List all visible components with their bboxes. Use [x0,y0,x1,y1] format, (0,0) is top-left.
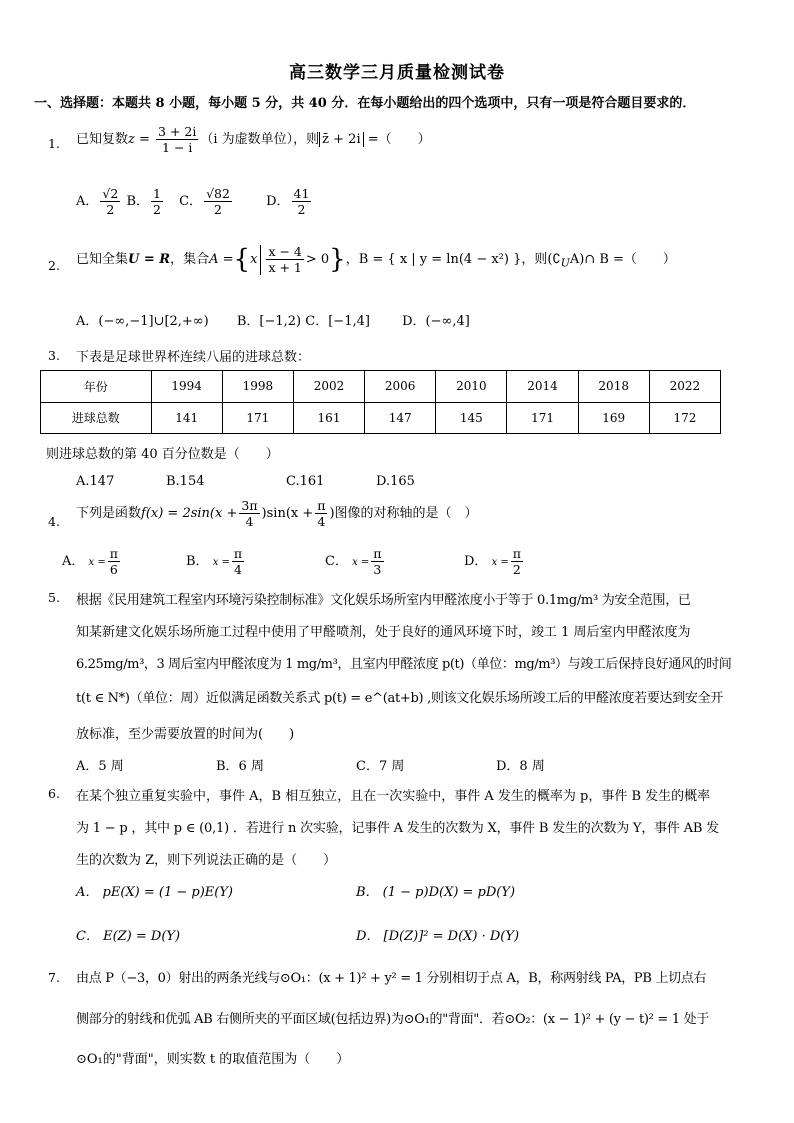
table-cell: 171 [507,402,578,434]
table-cell: 141 [151,402,222,434]
q7-line-1: 由点 P（−3，0）射出的两条光线与⊙O₁：(x + 1)² + y² = 1 分别相切于点 A，B，称两射线 PA，PB 上切点右 [76,971,707,986]
q1-pre: 已知复数 [76,132,129,147]
q2-options [76,310,470,329]
q4-option-b-top: π [233,546,243,561]
table-row [41,371,721,403]
q2-a-frac-top: x − 4 [268,244,302,259]
q4-option-a[interactable] [62,546,122,577]
table-cell: 161 [293,402,364,434]
q1-option-b-label: B． [126,194,150,209]
page-title: 高三数学三月质量检测试卷 [289,63,505,83]
q1-number: 1. [48,136,60,151]
q2-option-a-text: (−∞,−1]∪[2,+∞) [98,314,209,329]
q4-stem [76,498,478,529]
table-cell: 145 [436,402,507,434]
q2-a-var: x [250,252,258,267]
q4-option-d-bot: 2 [512,562,521,577]
q5-line-3: 6.25mg/m³，3 周后室内甲醛浓度为 1 mg/m³，且室内甲醛浓度 p(t)（单位：mg/m³）与竣工后保持良好通风的时间 [76,657,732,672]
q3-question: 则进球总数的第 40 百分位数是（ ） [46,447,279,462]
table-cell: 1994 [151,371,222,403]
q3-number: 3. [48,348,60,363]
q6-option-d[interactable]: D． [D(Z)]² = D(X) · D(Y) [356,929,520,944]
table-cell: 2010 [436,371,507,403]
q4-option-b-x: x = [212,557,230,568]
table-cell: 172 [649,402,720,434]
table-cell: 2022 [649,371,720,403]
q6-line-1: 在某个独立重复实验中，事件 A，B 相互独立，且在一次实验中，事件 A 发生的概率为 p，事件 B 发生的概率 [76,789,711,804]
section-heading: 一、选择题：本题共 8 小题，每小题 5 分，共 40 分．在每小题给出的四个选项中，只有一项是符合题目要求的． [34,96,696,111]
q6-option-a[interactable]: A． pE(X) = (1 − p)E(Y) [76,885,233,900]
q4-function: f(x) = 2sin(x + [141,506,238,521]
q1-option-d-top: 41 [293,186,310,201]
q1-option-b[interactable] [126,186,165,217]
q2-option-c-text: [−1,4] [328,314,370,329]
q3-stem: 下表是足球世界杯连续八届的进球总数： [76,350,311,365]
q5-option-d[interactable]: D．8 周 [496,759,545,774]
q5-line-2: 知某新建文化娱乐场所施工过程中使用了甲醛喷剂，处于良好的通风环境下时，竣工 1 周后室内甲醛浓度为 [76,625,691,640]
q1-option-b-bot: 2 [153,202,161,217]
q1-option-d-label: D． [266,194,290,209]
table-cell: 169 [578,402,649,434]
q2-brace-open-icon: { [233,244,251,275]
q2-stem: 已知全集U = R，集合A ={x $\frac{x - 4}{x + 1}$ > 0}，B = { x | y = ln(4 − x²) }，则$(∁_UA)\cap$ B =（ ） [76,244,676,275]
q4-option-d-top: π [512,546,521,561]
q5-line-4: t(t ∈ N*)（单位：周）近似满足函数关系式 p(t) = e^(at+b) ,则该文化娱乐场所竣工后的甲醛浓度若要达到安全开 [76,691,724,706]
q5-line-5: 放标准，至少需要放置的时间为( ) [76,727,295,742]
q6-line-2: 为 1 − p ，其中 p ∈ (0,1) ．若进行 n 次实验，记事件 A 发生的次数为 X，事件 B 发生的次数为 Y，事件 AB 发 [76,821,719,836]
q1-option-a[interactable] [76,186,122,217]
q5-option-b[interactable]: B．6 周 [216,759,264,774]
q6-line-3: 生的次数为 Z，则下列说法正确的是（ ） [76,853,337,868]
q4-option-a-label: A． [62,554,85,569]
q2-universal-set: U = R [128,252,171,267]
q4-option-c-bot: 3 [373,562,382,577]
q5-option-c[interactable]: C．7 周 [356,759,405,774]
q3-option-b[interactable]: B.154 [166,474,205,489]
q4-option-d[interactable] [464,546,525,577]
q2-option-b[interactable] [237,314,301,329]
q4-pre: 下列是函数 [76,506,142,521]
q3-option-a[interactable]: A.147 [76,474,115,489]
table-cell: 2014 [507,371,578,403]
q1-mid: （i 为虚数单位），则 [200,132,320,147]
table-row [41,402,721,434]
q3-option-c[interactable]: C.161 [286,474,325,489]
q7-line-2: 侧部分的射线和优弧 AB 右侧所夹的平面区域(包括边界)为⊙O₁的"背面"．若⊙O₂：(x − 1)² + (y − t)² = 1 处于 [76,1012,710,1027]
q2-a-cond: > 0 [305,252,330,267]
q2-brace-close-icon: } [329,244,346,275]
q2-set-a: A = [209,252,234,267]
q1-z: z [128,132,135,147]
q1-option-c-top: √82 [206,186,230,201]
q1-option-b-top: 1 [153,186,161,201]
q4-option-a-top: π [109,546,118,561]
q1-abs: z̄ + 2i [319,132,363,147]
q2-option-b-text: [−1,2) [259,314,302,329]
q1-frac-top: 3 + 2i [158,124,197,139]
table-cell: 147 [365,402,436,434]
q1-option-a-label: A． [76,194,99,209]
q2-number: 2. [48,258,60,273]
q6-number: 6. [48,786,60,801]
q2-set-b: ，B = { x | y = ln(4 − x²) } [345,252,522,267]
q2-option-d-label: D． [402,314,426,329]
q1-option-c-bot: 2 [214,202,222,217]
q2-tail2: A)∩ B =（ ） [569,252,676,267]
goals-table [40,370,721,434]
q4-option-c[interactable] [325,546,386,577]
table-cell: 2006 [365,371,436,403]
q1-option-a-top: √2 [102,186,119,201]
table-cell: 2002 [293,371,364,403]
table-cell: 1998 [222,371,293,403]
q5-line-1: 根据《民用建筑工程室内环境污染控制标准》文化娱乐场所室内甲醛浓度小于等于 0.1mg/m³ 为安全范围，已 [76,593,691,608]
q4-number: 4. [48,514,60,529]
q1-option-c[interactable] [179,186,234,217]
q1-frac-bot: 1 − i [162,140,193,155]
q2-a-frac-bot: x + 1 [268,260,302,275]
q3-option-d[interactable]: D.165 [376,474,415,489]
table-header-cell: 年份 [41,371,152,403]
q1-fraction [156,124,198,155]
q1-option-a-bot: 2 [106,202,115,217]
q1-post: =（ ） [363,132,431,147]
q5-option-a[interactable]: A．5 周 [76,759,124,774]
q1-eq: = [134,132,155,147]
table-cell: 171 [222,402,293,434]
q2-option-a-label: A． [76,314,99,329]
q4-frac2-bot: 4 [317,514,326,529]
table-cell: 2018 [578,371,649,403]
q1-options [76,186,313,217]
q4-frac1-top: 3π [241,498,258,513]
q4-frac1-bot: 4 [245,514,254,529]
q2-pre: 已知全集 [76,252,129,267]
q4-option-c-label: C． [325,554,348,569]
q4-frac2-top: π [317,498,326,513]
q6-option-b[interactable]: B． (1 − p)D(X) = pD(Y) [356,885,516,900]
q4-post: )图像的对称轴的是（ ） [329,506,478,521]
q2-option-c-label: C． [305,314,329,329]
q5-number: 5. [48,590,60,605]
q4-option-b-bot: 4 [234,562,242,577]
q4-option-a-x: x = [88,557,106,568]
q2-option-b-label: B． [236,314,260,329]
q2-option-d-text: (−∞,4] [425,314,470,329]
q1-option-d[interactable] [266,186,313,217]
q4-option-c-top: π [373,546,382,561]
q4-function2: )sin(x + [261,506,314,521]
q1-stem [76,124,431,155]
q7-number: 7. [48,970,60,985]
q2-option-d[interactable] [402,314,470,329]
q7-line-3: ⊙O₁的"背面"，则实数 t 的取值范围为（ ） [76,1052,350,1067]
q4-option-a-bot: 6 [109,562,118,577]
q6-option-c[interactable]: C． E(Z) = D(Y) [76,929,181,944]
q4-option-d-label: D． [464,554,488,569]
q4-option-b-label: B． [186,554,209,569]
table-header-cell: 进球总数 [41,402,152,434]
q4-option-b[interactable] [186,546,246,577]
q1-option-d-bot: 2 [297,202,306,217]
q2-tail: ，则(∁ [521,252,561,267]
q2-mid: ，集合 [170,252,210,267]
q1-option-c-label: C． [179,194,203,209]
q4-option-c-x: x = [352,557,370,568]
q4-option-d-x: x = [491,557,509,568]
q2-option-a[interactable] [76,314,209,329]
q2-bar-icon [260,245,261,275]
q2-option-c[interactable] [305,314,370,329]
